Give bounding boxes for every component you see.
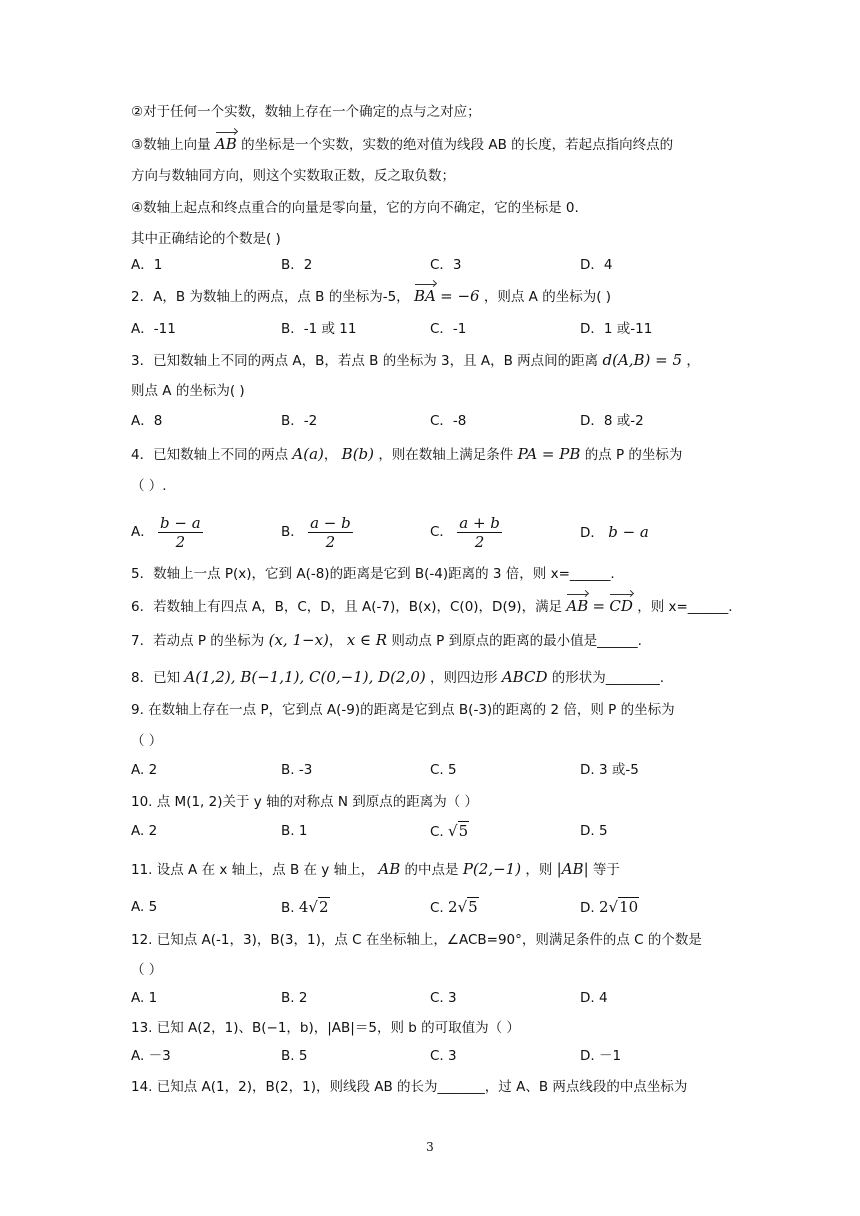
option-a[interactable]: A. 1 xyxy=(131,990,158,1006)
question-12-line-2: （ ） xyxy=(131,962,163,978)
option-b[interactable]: B．2 xyxy=(281,257,313,273)
vector-ba: BA xyxy=(413,287,436,305)
option-d[interactable]: D．8 或-2 xyxy=(580,413,644,429)
question-4-options xyxy=(131,512,751,556)
fraction: $\frac{a + b}{2}$ xyxy=(459,513,500,551)
question-14: 14. 已知点 A(1，2)，B(2，1)，则线段 AB 的长为_______，过 A、B 两点线段的中点坐标为 xyxy=(131,1079,688,1095)
option-d[interactable]: D．1 或-11 xyxy=(580,321,653,337)
square-root: 2√5 xyxy=(448,898,478,916)
question-4-line-2: （ ）. xyxy=(131,478,167,494)
option-c[interactable]: C．3 xyxy=(430,257,462,273)
option-c[interactable]: C. 3 xyxy=(430,990,457,1006)
question-3-line-2: 则点 A 的坐标为( ) xyxy=(131,383,245,399)
vector-ab: AB xyxy=(566,597,589,615)
question-5: 5．数轴上一点 P(x)，它到 A(-8)的距离是它到 B(-4)距离的 3 倍，则 x=______. xyxy=(131,566,615,582)
option-b[interactable]: B. 2 xyxy=(281,990,308,1006)
question-2: 2．A，B 为数轴上的两点，点 B 的坐标为-5， BA = −6 ，则点 A 的坐标为( ) xyxy=(131,287,612,305)
fraction: $\frac{b - a}{2}$ xyxy=(160,513,201,551)
statement-2: ②对于任何一个实数，数轴上存在一个确定的点与之对应； xyxy=(131,104,481,120)
option-c[interactable]: C．-1 xyxy=(430,321,467,337)
option-a[interactable]: A. －3 xyxy=(131,1048,171,1064)
option-b[interactable]: B．-1 或 11 xyxy=(281,321,357,337)
question-6: 6．若数轴上有四点 A，B，C，D，且 A(-7)，B(x)，C(0)，D(9)，满足 AB = CD ，则 x=______. xyxy=(131,597,733,615)
option-a[interactable]: A．-11 xyxy=(131,321,176,337)
option-c[interactable]: C. 5 xyxy=(430,762,457,778)
vector-cd: CD xyxy=(609,597,633,615)
page-number: 3 xyxy=(426,1140,434,1154)
option-c[interactable]: C．-8 xyxy=(430,413,467,429)
option-a[interactable]: A. 2 xyxy=(131,823,158,839)
question-10: 10. 点 M(1, 2)关于 y 轴的对称点 N 到原点的距离为（ ） xyxy=(131,794,479,810)
question-11: 11. 设点 A 在 x 轴上，点 B 在 y 轴上， AB 的中点是 P(2,−1) ，则 |AB| 等于 xyxy=(131,860,620,878)
question-9-options xyxy=(131,759,751,781)
question-2-options xyxy=(131,318,751,340)
option-c[interactable]: C. √5 xyxy=(430,822,469,840)
question-7: 7．若动点 P 的坐标为 (x, 1−x)， x ∈ R 则动点 P 到原点的距离的最小值是______. xyxy=(131,631,642,649)
statement-4: ④数轴上起点和终点重合的向量是零向量，它的方向不确定，它的坐标是 0. xyxy=(131,200,579,216)
option-d[interactable]: D. 3 或-5 xyxy=(580,762,639,778)
statement-3-line-2: 方向与数轴同方向，则这个实数取正数，反之取负数； xyxy=(131,168,455,184)
square-root: 2√10 xyxy=(598,898,639,916)
option-b[interactable]: B. -3 xyxy=(281,762,313,778)
question-1-stem: 其中正确结论的个数是( ) xyxy=(131,231,281,247)
option-d[interactable]: D. 5 xyxy=(580,823,608,839)
option-a[interactable]: A. 5 xyxy=(131,899,158,915)
question-13-options xyxy=(131,1045,751,1067)
option-b[interactable]: B. 4√2 xyxy=(281,898,329,916)
option-a[interactable]: A．8 xyxy=(131,413,163,429)
option-d[interactable]: D. 4 xyxy=(580,990,608,1006)
option-d[interactable]: D．4 xyxy=(580,257,613,273)
question-3-line-1: 3．已知数轴上不同的两点 A，B，若点 B 的坐标为 3，且 A，B 两点间的距离 d(A,B) = 5 ， xyxy=(131,351,700,369)
vector-ab: AB xyxy=(214,135,237,153)
option-d[interactable]: D. 2√10 xyxy=(580,898,639,916)
option-c[interactable]: C． $\frac{a + b}{2}$ xyxy=(430,513,500,551)
option-d[interactable]: D. －1 xyxy=(580,1048,622,1064)
option-c[interactable]: C. 3 xyxy=(430,1048,457,1064)
fraction: $\frac{a - b}{2}$ xyxy=(310,513,351,551)
question-4-line-1: 4．已知数轴上不同的两点 A(a)， B(b) ，则在数轴上满足条件 PA = PB 的点 P 的坐标为 xyxy=(131,445,683,463)
option-b[interactable]: B. 5 xyxy=(281,1048,308,1064)
statement-3-line-1: ③数轴上向量 AB 的坐标是一个实数，实数的绝对值为线段 AB 的长度，若起点指向终点的 xyxy=(131,135,674,153)
option-c[interactable]: C. 2√5 xyxy=(430,898,478,916)
question-8: 8．已知 A(1,2), B(−1,1), C(0,−1), D(2,0) ，则四边形 ABCD 的形状为________. xyxy=(131,668,665,686)
option-d[interactable]: D． b − a xyxy=(580,523,649,541)
question-12-line-1: 12. 已知点 A(-1，3)，B(3，1)，点 C 在坐标轴上，∠ACB=90°，则满足条件的点 C 的个数是 xyxy=(131,932,702,948)
question-9-line-1: 9. 在数轴上存在一点 P，它到点 A(-9)的距离是它到点 B(-3)的距离的 2 倍，则 P 的坐标为 xyxy=(131,702,675,718)
question-13: 13. 已知 A(2，1)、B(−1，b)，|AB|＝5，则 b 的可取值为（ ） xyxy=(131,1020,520,1036)
question-12-options xyxy=(131,987,751,1009)
option-b[interactable]: B．-2 xyxy=(281,413,318,429)
option-a[interactable]: A. 2 xyxy=(131,762,158,778)
option-a[interactable]: A． $\frac{b - a}{2}$ xyxy=(131,513,201,551)
question-3-options xyxy=(131,410,751,432)
option-b[interactable]: B. 1 xyxy=(281,823,308,839)
square-root: 4√2 xyxy=(298,898,329,916)
question-11-options xyxy=(131,896,751,918)
square-root: √5 xyxy=(448,822,469,840)
question-9-line-2: （ ） xyxy=(131,733,163,749)
question-10-options xyxy=(131,820,751,842)
option-b[interactable]: B． $\frac{a - b}{2}$ xyxy=(281,513,351,551)
question-1-options xyxy=(131,254,751,276)
option-a[interactable]: A．1 xyxy=(131,257,163,273)
